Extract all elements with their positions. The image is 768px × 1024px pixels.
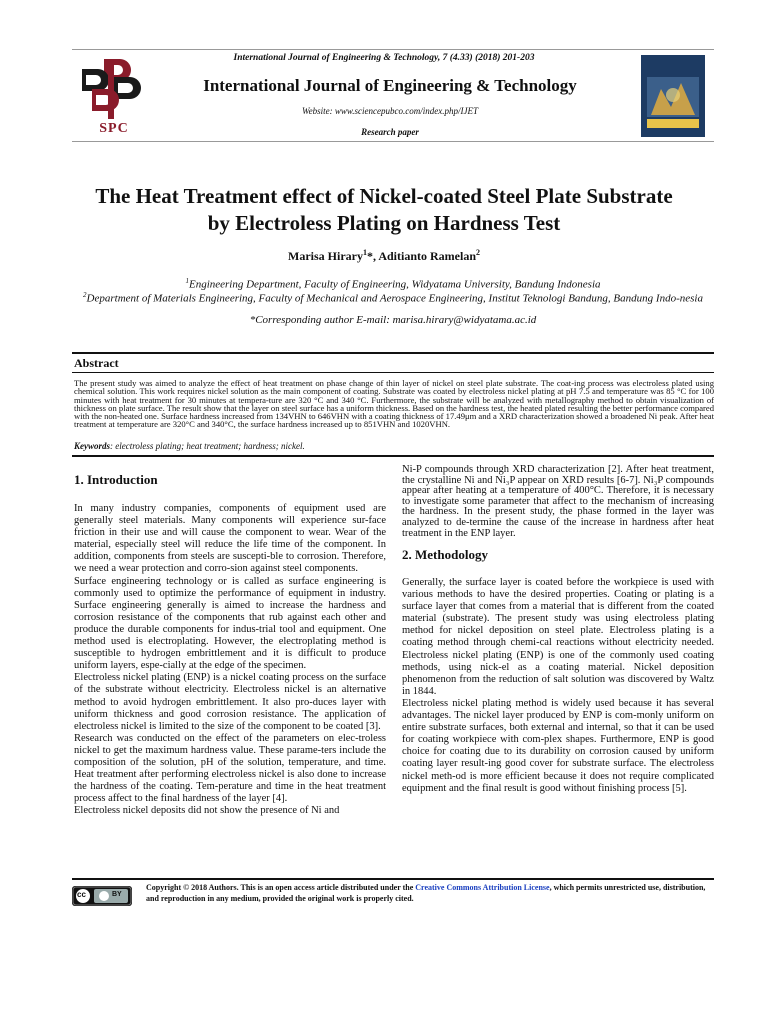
introduction-heading: 1. Introduction bbox=[74, 472, 158, 487]
keywords bbox=[74, 441, 714, 451]
corresponding-author: *Corresponding author E-mail: marisa.hirary@widyatama.ac.id bbox=[249, 314, 537, 326]
abstract-heading: Abstract bbox=[74, 356, 119, 370]
methodology-heading: 2. Methodology bbox=[402, 547, 488, 562]
affiliation-2-number: 2 bbox=[83, 291, 87, 299]
affiliation-2-text: Department of Materials Engineering, Faculty of Mechanical and Aerospace Engineering, Institut Teknologi Bandung, Bandung Indo-nesia bbox=[86, 292, 703, 305]
paper-type: Research paper bbox=[361, 127, 419, 137]
affiliation-1-number: 1 bbox=[185, 277, 189, 285]
author-2: Aditianto Ramelan bbox=[378, 249, 476, 263]
abstract-bottom-rule bbox=[72, 455, 714, 457]
journal-title: International Journal of Engineering & Technology bbox=[203, 76, 577, 95]
keywords-list: : electroless plating; heat treatment; hardness; nickel. bbox=[110, 441, 305, 451]
author-separator: , bbox=[372, 249, 379, 263]
affiliation-2 bbox=[72, 289, 714, 306]
affiliation-1-text: Engineering Department, Faculty of Engineering, Widyatama University, Bandung Indonesia bbox=[188, 278, 601, 291]
author-2-affil: 2 bbox=[476, 248, 480, 257]
left-column bbox=[74, 503, 386, 817]
footer-rule bbox=[72, 878, 714, 880]
right-top-paragraph: Ni-P compounds through XRD characterization [2]. After heat treatment, the crystalline Ni and Ni₃P appear on XRD results [6-7]. Ni₃P compounds appear after heating at a temperature of 400°C. Therefore, it is necessary to investigate some parameter that affect to the mechanism of increasing the hardness. In the present study, the phase formed in the layer was analyzed to de-termine the cause of the increase in hardness after heat treatment in the ENP layer. bbox=[402, 464, 714, 539]
right-column-body bbox=[402, 577, 714, 795]
license-link[interactable]: Creative Commons Attribution License bbox=[415, 883, 550, 892]
journal-citation: International Journal of Engineering & Technology, 7 (4.33) (2018) 201-203 bbox=[233, 53, 535, 63]
journal-cover-image bbox=[641, 55, 705, 137]
paper-title: The Heat Treatment effect of Nickel-coated Steel Plate Substrate by Electroless Plating on Hardness Test bbox=[95, 184, 673, 235]
method-paragraph-1: Generally, the surface layer is coated before the workpiece is used with various methods to have the desired properties. Coating or plating is a surface layer that comes from a material that is different from the coated material (substrate). The present study was using electroless plating method for nickel deposition on steel plate. Electroless plating is a coating method through chemi-cal reactions without electricity needed. Electroless nickel plating (ENP) is one of the commonly used coating methods, using nick-el as a coating material. Nickel deposition phenomenon from the reduction of salt solution was discovered by Waltz in 1844. bbox=[402, 577, 714, 697]
copyright-notice bbox=[146, 882, 714, 904]
author-1-affil: 1 bbox=[362, 248, 367, 257]
keywords-label: Keywords bbox=[74, 441, 110, 451]
copyright-text-a: Copyright © 2018 Authors. This is an open access article distributed under the bbox=[146, 883, 416, 892]
abstract-top-rule bbox=[72, 352, 714, 354]
corresponding-mark: * bbox=[366, 249, 373, 263]
abstract-heading-rule bbox=[72, 372, 714, 373]
author-1: Marisa Hirary bbox=[288, 249, 363, 263]
logo-text: SPC bbox=[99, 121, 129, 136]
header-bottom-rule bbox=[72, 141, 714, 142]
intro-paragraph-4: Research was conducted on the effect of the parameters on elec-troless nickel to get the maximum hardness value. These parame-ters include the composition of the solution, pH of the solution, temperature, and time. Heat treatment after performing electroless nickel is also done to increase the hardness of the coating. Tem-perature and time in the heat treatment process affect to the final hardness of the layer [4]. bbox=[74, 732, 386, 805]
method-paragraph-2: Electroless nickel plating method is widely used because it has several advantages. The nickel layer produced by ENP is com-monly uniform on entire substrate surfaces, both external and internal, so that it can be used for coating workpiece with com-plex shapes. Furthermore, ENP is good choice for coating due to its durability on corrosion caused by uniform coating layer result-ing good cover for substrate surface. The electroless nickel meth-od is more efficient because it does not require complicated equipment and the final result is good without finishing process [5]. bbox=[402, 697, 714, 794]
abstract-text: The present study was aimed to analyze the effect of heat treatment on phase change of thin layer of nickel on steel plate substrate. The coat-ing process was electroless plated using chemical solution. This work requires nickel solution as the main component of coating. Substrate was coated by electroless nickel plating at pH 7.5 and temperature was 85 °C for 100 minutes with heat treatment for 30 minutes at tempera-ture are 320 °C and 340 °C. Furthermore, the substrate will be analyzed with metallography method to obtain visualization of thickness on plate surface. The result show that the layer on steel surface has a uniform thickness. Based on the hardness test, the heated plated resulting the better performance compared with the non-heated one. Surface hardness increased from 134VHN to 646VHN with a coating thickness of 17.49μm and a XRD characterization showed a broadened Ni peak. After heat treatment at temperature are 320°C and 340°C, the surface hardness increased up to 851VHN and 1020VHN. bbox=[74, 378, 714, 430]
intro-paragraph-5: Electroless nickel deposits did not show the presence of Ni and bbox=[74, 805, 340, 817]
journal-website[interactable]: Website: www.sciencepubco.com/index.php/IJET bbox=[302, 106, 478, 116]
copyright-text-b: , which permits unrestricted use, distribution, and reproduction in any medium, provided the original work is properly cited. bbox=[146, 883, 706, 903]
right-column-top bbox=[402, 465, 714, 539]
cc-label: cc bbox=[77, 890, 86, 899]
header-top-rule bbox=[72, 49, 714, 50]
cc-by-badge[interactable] bbox=[72, 886, 132, 906]
cc-by-label: BY bbox=[112, 891, 122, 898]
author-list bbox=[0, 248, 768, 264]
intro-paragraph-1: In many industry companies, components of equipment used are generally steel materials. Many components will experience sur-face friction in their use and will cause the component to wear. Wear of the material, especially steel will reduce the life time of the component. In addition, components from steels are suscepti-ble to corrosion. Therefore, we need a wear protection and corro-sion against steel components. bbox=[74, 503, 386, 575]
intro-paragraph-2: Surface engineering technology or is called as surface engineering is commonly used to optimize the performance of equipment in industry. Surface engineering generally is aimed to increase the hardness and corrosion resistance of the components that rub against each other and produce the durable components for indus-trial tool and equipment. One method used is electroplating. However, the electroplating method is susceptible to hydrogen embrittlement and it is difficult to produce uniform layers, espe-cially at the edge of the specimen. bbox=[74, 575, 386, 672]
intro-paragraph-3: Electroless nickel plating (ENP) is a nickel coating process on the surface of the substrate without electricity. Electroless nickel is an alternative method to avoid hydrogen embrittlement. It also pro-duces layer with uniform thickness and good corrosion resistance. The application of electroless nickel is limited to the size of the component to be coated [3]. bbox=[74, 672, 386, 732]
